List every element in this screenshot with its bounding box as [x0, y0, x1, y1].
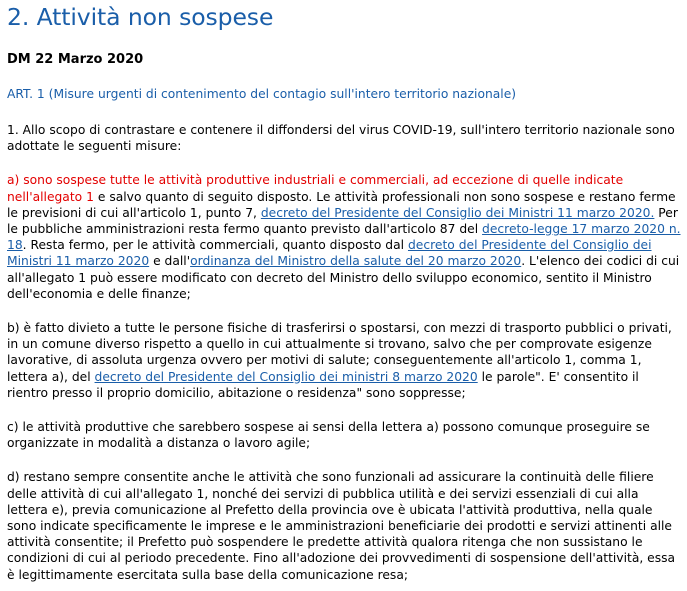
text: le parole". E' consentito il rientro presso il proprio domicilio, abitazione o residenza" sono soppresse;	[7, 369, 639, 400]
link-ordinanza-20-marzo-2020[interactable]: ordinanza del Ministro della salute del 20 marzo 2020	[190, 254, 522, 269]
link-decreto-legge-17-marzo-2020[interactable]: decreto-legge 17 marzo 2020 n. 18	[7, 222, 681, 253]
paragraph-c: c) le attività produttive che sarebbero sospese ai sensi della lettera a) possono comunque proseguire se organizzate in modalità a distanza o lavoro agile;	[7, 420, 650, 451]
text: . Resta fermo, per le attività commerciali, quanto disposto dal	[22, 238, 408, 253]
paragraph-b	[7, 320, 681, 401]
text: b) è fatto divieto a tutte le persone fisiche di trasferirsi o spostarsi, con mezzi di trasporto pubblici o privati, in un comune diverso rispetto a quello in cui attualmente si trovano, salvo che per comprovate esigenze lavorative, di assoluta urgenza ovvero per motivi di salute; conseguentemente all'articolo 1, comma 1, lettera a), del	[7, 321, 672, 384]
text: e salvo quanto di seguito disposto. Le attività professionali non sono sospese e restano ferme le previsioni di cui all'articolo 1, punto 7,	[7, 189, 676, 220]
link-dpcm-11-marzo-2020[interactable]: decreto del Presidente del Consiglio dei Ministri 11 marzo 2020.	[260, 205, 655, 220]
paragraph-a	[7, 172, 681, 302]
text: Per le pubbliche amministrazioni resta fermo quanto previsto dall'articolo 87 del	[7, 205, 678, 237]
paragraph-d: d) restano sempre consentite anche le attività che sono funzionali ad assicurare la continuità delle filiere delle attività di cui all'allegato 1, nonché dei servizi di pubblica utilità e dei servizi essenziali di cui alla lettera e), previa comunicazione al Prefetto della provincia ove è ubicata l'attività produttiva, nella quale sono indicate specificamente le imprese e le amministrazioni beneficiarie dei prodotti e servizi attinenti alle attività consentite; il Prefetto può sospendere le predette attività qualora ritenga che non sussistano le condizioni di cui al periodo precedente. Fino all'adozione dei provvedimenti di sospensione dell'attività, essa è legittimamente esercitata sulla base della comunicazione resa;	[7, 470, 676, 582]
link-dpcm-11-marzo-2020-commerciali[interactable]: decreto del Presidente del Consiglio dei Ministri 11 marzo 2020	[7, 238, 652, 269]
text: . L'elenco dei codici di cui all'allegato 1 può essere modificato con decreto del Ministro dello sviluppo economico, sentito il Ministro dell'economia e delle finanze;	[7, 254, 680, 301]
article-heading: ART. 1 (Misure urgenti di contenimento del contagio sull'intero territorio nazionale)	[7, 87, 517, 101]
suspended-activities-text: a) sono sospese tutte le attività produttive industriali e commerciali, ad eccezione di quelle indicate nell'allegato 1	[7, 173, 624, 204]
text: e dall'	[149, 254, 191, 269]
link-dpcm-8-marzo-2020[interactable]: decreto del Presidente del Consiglio dei ministri 8 marzo 2020	[94, 369, 478, 384]
paragraph-1: 1. Allo scopo di contrastare e contenere il diffondersi del virus COVID-19, sull'intero territorio nazionale sono adottate le seguenti misure:	[7, 123, 675, 154]
decree-heading: DM 22 Marzo 2020	[7, 52, 144, 67]
page-title: 2. Attività non sospese	[7, 3, 274, 31]
